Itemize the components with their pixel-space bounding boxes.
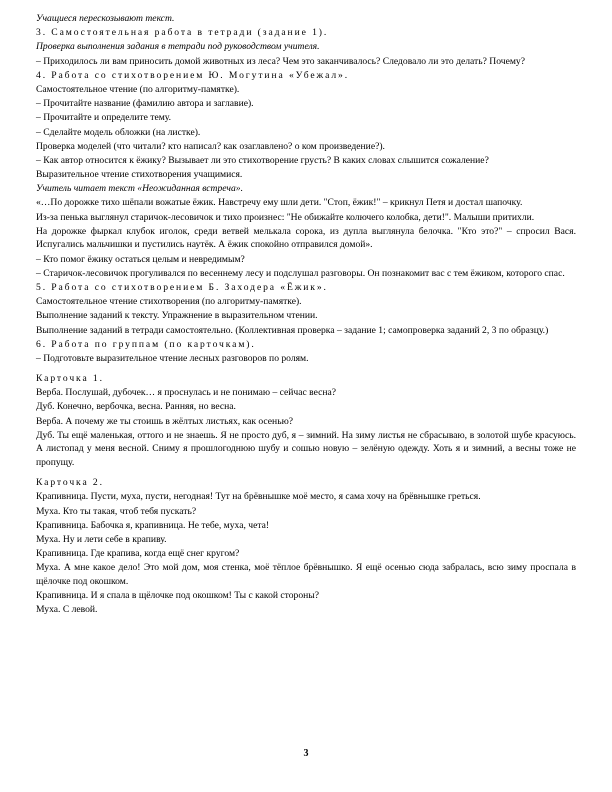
text-line: Самостоятельное чтение стихотворения (по алгоритму-памятке). (36, 296, 302, 308)
question-line: – Подготовьте выразительное чтение лесных разговоров по ролям. (36, 352, 309, 364)
dialogue-line: Крапивница. Бабочка я, крапивница. Не тебе, муха, чета! (36, 519, 270, 531)
question-line: – Кто помог ёжику остаться целым и невредимым? (36, 253, 245, 265)
question-line: – Сделайте модель обложки (на листке). (36, 126, 201, 138)
text-line: Учащиеся перескозывают текст. (36, 13, 175, 24)
dialogue-line: Крапивница. Пусти, муха, пусти, негодная! Тут на брёвнышке моё место, я сама хочу на брёвнышке греться. (36, 491, 481, 503)
section-heading: 3. Самостоятельная работа в тетради (задание 1). (36, 27, 329, 39)
text-line: Самостоятельное чтение (по алгоритму-памятке). (36, 83, 240, 95)
text-line: Проверка выполнения задания в тетради под руководством учителя. (36, 41, 320, 53)
text-line: Учитель читает текст «Неожиданная встреча». (36, 183, 243, 195)
dialogue-line: Верба. Послушай, дубочек… я проснулась и не понимаю – сейчас весна? (36, 387, 337, 399)
dialogue-line: Муха. С левой. (36, 604, 98, 616)
question-line: – Как автор относится к ёжику? Вызывает ли это стихотворение грусть? В каких словах слышится сожаление? (36, 154, 489, 166)
text-line: Проверка моделей (что читали? кто написал? как озаглавлено? о ком произведение?). (36, 140, 385, 152)
section-heading: 4. Работа со стихотворением Ю. Могутина «Убежал». (36, 69, 349, 81)
story-paragraph: «…По дорожке тихо шёпали вожатые ёжик. Навстречу ему шли дети. "Стоп, ёжик!" – крикнул Петя и достал шапочку. (36, 197, 523, 209)
section-heading: 6. Работа по группам (по карточкам). (36, 338, 256, 350)
dialogue-line: Крапивница. И я спала в щёлочке под окошком! Ты с какой стороны? (36, 590, 319, 602)
dialogue-line: Муха. Ну и лети себе в крапиву. (36, 533, 167, 545)
question-line: – Прочитайте и определите тему. (36, 112, 172, 124)
dialogue-line: Дуб. Конечно, вербочка, весна. Ранняя, но весна. (36, 401, 236, 413)
dialogue-line: Верба. А почему же ты стоишь в жёлтых листьях, как осенью? (36, 415, 293, 427)
card-title: Карточка 2. (36, 477, 104, 489)
text-line: Выразительное чтение стихотворения учащимися. (36, 169, 243, 181)
lesson-text (36, 12, 576, 618)
dialogue-line: Муха. А мне какое дело! Это мой дом, моя стенка, моё тёплое брёвнышко. Я ещё осенью сюда забралась, всю зиму проспала в щёлочке под окошком. (36, 562, 576, 587)
question-line: – Прочитайте название (фамилию автора и заглавие). (36, 98, 254, 110)
page-number: 3 (303, 748, 309, 759)
text-line: Выполнение заданий к тексту. Упражнение в выразительном чтении. (36, 310, 318, 322)
card-title: Карточка 1. (36, 373, 104, 385)
dialogue-line: Дуб. Ты ещё маленькая, оттого и не знаешь. Я не просто дуб, я – зимний. На зиму листья не сбрасываю, в золотой шубе красуюсь. А листопад у меня весной. Сниму я прошлогоднюю шубу и сошью новую – зелёную одежду. Хоть я и зимний, а весны тоже не пропущу. (36, 429, 576, 469)
question-line: – Приходилось ли вам приносить домой животных из леса? Чем это заканчивалось? Следовало ли это делать? Почему? (36, 55, 525, 67)
section-heading: 5. Работа со стихотворением Б. Заходера «Ёжик». (36, 281, 328, 293)
question-line: – Старичок-лесовичок прогуливался по весеннему лесу и подслушал разговоры. Он познакомит вас с тем ёжиком, которого спас. (36, 267, 565, 279)
dialogue-line: Крапивница. Где крапива, когда ещё снег кругом? (36, 548, 240, 560)
story-paragraph: Из-за пенька выглянул старичок-лесовичок и тихо произнес: "Не обижайте колючего колобка, дети!". Малыши притихли. (36, 211, 535, 223)
story-paragraph: На дорожке фыркал клубок иголок, среди ветвей мелькала сорока, из дупла выглянула белочка. "Кто это?" – спросил Вася. Испугались мальчишки и пустились наутёк. А ёжик спокойно отправился домой». (36, 225, 576, 251)
dialogue-line: Муха. Кто ты такая, чтоб тебя пускать? (36, 505, 197, 517)
text-line: Выполнение заданий в тетради самостоятельно. (Коллективная проверка – задание 1; самопроверка заданий 2, 3 по образцу.) (36, 324, 549, 336)
